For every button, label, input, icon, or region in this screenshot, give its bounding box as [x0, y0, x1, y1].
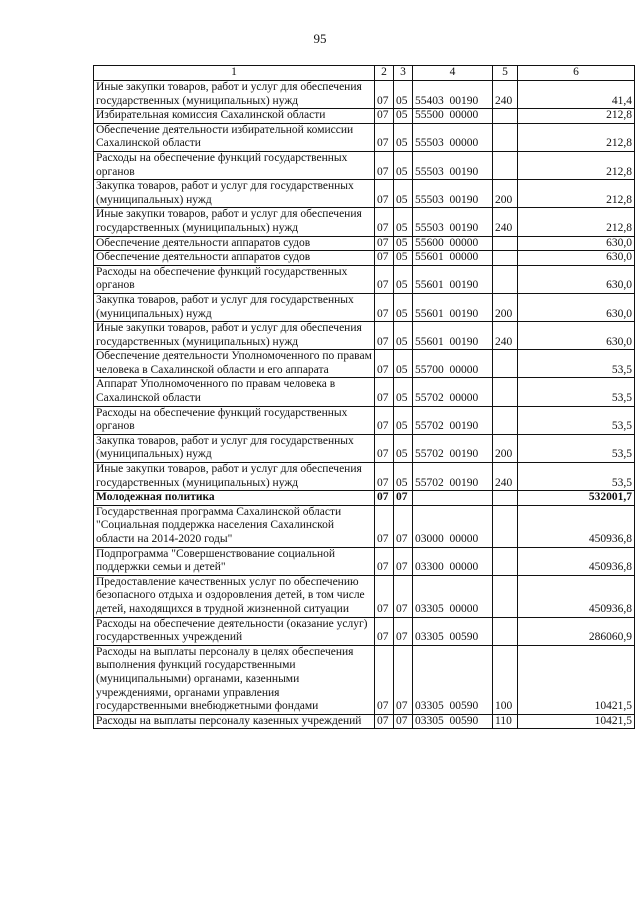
expense-type-code-cell	[493, 251, 518, 266]
row-name-cell: Закупка товаров, работ и услуг для государственных (муниципальных) нужд	[94, 434, 375, 462]
expense-type-code-cell: 200	[493, 293, 518, 321]
budget-table	[93, 65, 635, 729]
section-code-cell: 07	[375, 491, 394, 506]
expense-type-code-cell: 240	[493, 322, 518, 350]
section-code-cell: 07	[375, 575, 394, 617]
section-code-cell: 07	[375, 406, 394, 434]
row-name-cell: Обеспечение деятельности избирательной комиссии Сахалинской области	[94, 123, 375, 151]
expense-type-code-cell	[493, 617, 518, 645]
subsection-code-cell: 05	[394, 208, 413, 236]
target-article-code-cell: 55503 00190	[413, 180, 493, 208]
amount-cell: 450936,8	[518, 547, 635, 575]
amount-cell: 212,8	[518, 109, 635, 124]
section-code-cell: 07	[375, 350, 394, 378]
target-article-code-cell: 55601 00190	[413, 293, 493, 321]
row-name-cell: Закупка товаров, работ и услуг для государственных (муниципальных) нужд	[94, 180, 375, 208]
target-article-code-cell: 03300 00000	[413, 547, 493, 575]
subsection-code-cell: 07	[394, 617, 413, 645]
expense-type-code-cell	[493, 109, 518, 124]
section-code-cell: 07	[375, 293, 394, 321]
subsection-code-cell: 07	[394, 575, 413, 617]
amount-cell: 532001,7	[518, 491, 635, 506]
target-article-code-cell: 03305 00590	[413, 617, 493, 645]
expense-type-code-cell: 240	[493, 463, 518, 491]
section-code-cell: 07	[375, 547, 394, 575]
target-article-code-cell: 55702 00190	[413, 434, 493, 462]
table-row	[94, 81, 635, 109]
section-code-cell: 07	[375, 714, 394, 729]
table-row	[94, 123, 635, 151]
table-row	[94, 645, 635, 714]
row-name-cell: Подпрограмма "Совершенствование социальной поддержки семьи и детей"	[94, 547, 375, 575]
table-row	[94, 293, 635, 321]
section-code-cell: 07	[375, 505, 394, 547]
amount-cell: 630,0	[518, 322, 635, 350]
target-article-code-cell: 55702 00000	[413, 378, 493, 406]
column-header: 5	[493, 66, 518, 81]
column-header: 3	[394, 66, 413, 81]
subsection-code-cell: 07	[394, 645, 413, 714]
column-header: 2	[375, 66, 394, 81]
row-name-cell: Обеспечение деятельности аппаратов судов	[94, 236, 375, 251]
row-name-cell: Обеспечение деятельности аппаратов судов	[94, 251, 375, 266]
expense-type-code-cell: 100	[493, 645, 518, 714]
expense-type-code-cell	[493, 350, 518, 378]
amount-cell: 10421,5	[518, 714, 635, 729]
expense-type-code-cell: 200	[493, 434, 518, 462]
table-row	[94, 265, 635, 293]
row-name-cell: Расходы на выплаты персоналу в целях обеспечения выполнения функций государственными (муниципальными) органами, казенными учреждениями, органами управления государственными внебюджетными фондами	[94, 645, 375, 714]
amount-cell: 630,0	[518, 236, 635, 251]
expense-type-code-cell	[493, 547, 518, 575]
subsection-code-cell: 05	[394, 265, 413, 293]
expense-type-code-cell	[493, 505, 518, 547]
section-code-cell: 07	[375, 251, 394, 266]
target-article-code-cell: 03000 00000	[413, 505, 493, 547]
table-row	[94, 350, 635, 378]
table-row	[94, 180, 635, 208]
target-article-code-cell: 55601 00000	[413, 251, 493, 266]
row-name-cell: Иные закупки товаров, работ и услуг для обеспечения государственных (муниципальных) нужд	[94, 463, 375, 491]
target-article-code-cell: 55601 00190	[413, 265, 493, 293]
row-name-cell: Расходы на обеспечение функций государственных органов	[94, 151, 375, 179]
row-name-cell: Государственная программа Сахалинской области "Социальная поддержка населения Сахалинской области на 2014-2020 годы"	[94, 505, 375, 547]
section-code-cell: 07	[375, 265, 394, 293]
target-article-code-cell: 55500 00000	[413, 109, 493, 124]
subsection-code-cell: 05	[394, 463, 413, 491]
table-row	[94, 547, 635, 575]
table-row	[94, 251, 635, 266]
expense-type-code-cell	[493, 265, 518, 293]
table-row	[94, 491, 635, 506]
subsection-code-cell: 05	[394, 251, 413, 266]
target-article-code-cell: 55503 00190	[413, 208, 493, 236]
amount-cell: 53,5	[518, 434, 635, 462]
target-article-code-cell: 55702 00190	[413, 463, 493, 491]
amount-cell: 450936,8	[518, 575, 635, 617]
section-code-cell: 07	[375, 434, 394, 462]
target-article-code-cell	[413, 491, 493, 506]
section-code-cell: 07	[375, 645, 394, 714]
row-name-cell: Иные закупки товаров, работ и услуг для обеспечения государственных (муниципальных) нужд	[94, 322, 375, 350]
expense-type-code-cell	[493, 491, 518, 506]
amount-cell: 212,8	[518, 123, 635, 151]
subsection-code-cell: 05	[394, 406, 413, 434]
table-row	[94, 322, 635, 350]
amount-cell: 53,5	[518, 378, 635, 406]
row-name-cell: Расходы на выплаты персоналу казенных учреждений	[94, 714, 375, 729]
table-row	[94, 151, 635, 179]
target-article-code-cell: 55503 00190	[413, 151, 493, 179]
subsection-code-cell: 05	[394, 123, 413, 151]
target-article-code-cell: 55702 00190	[413, 406, 493, 434]
section-code-cell: 07	[375, 109, 394, 124]
subsection-code-cell: 05	[394, 293, 413, 321]
section-code-cell: 07	[375, 81, 394, 109]
page-number: 95	[313, 31, 327, 46]
section-code-cell: 07	[375, 208, 394, 236]
table-row	[94, 109, 635, 124]
expense-type-code-cell	[493, 123, 518, 151]
subsection-code-cell: 05	[394, 378, 413, 406]
subsection-code-cell: 05	[394, 322, 413, 350]
subsection-code-cell: 05	[394, 350, 413, 378]
amount-cell: 212,8	[518, 208, 635, 236]
table-row	[94, 378, 635, 406]
subsection-code-cell: 05	[394, 180, 413, 208]
table-row	[94, 463, 635, 491]
row-name-cell: Иные закупки товаров, работ и услуг для обеспечения государственных (муниципальных) нужд	[94, 81, 375, 109]
row-name-cell: Расходы на обеспечение функций государственных органов	[94, 406, 375, 434]
subsection-code-cell: 07	[394, 547, 413, 575]
amount-cell: 212,8	[518, 180, 635, 208]
row-name-cell: Избирательная комиссия Сахалинской области	[94, 109, 375, 124]
table-row	[94, 575, 635, 617]
expense-type-code-cell: 200	[493, 180, 518, 208]
subsection-code-cell: 05	[394, 81, 413, 109]
amount-cell: 41,4	[518, 81, 635, 109]
expense-type-code-cell: 240	[493, 81, 518, 109]
subsection-code-cell: 07	[394, 714, 413, 729]
amount-cell: 10421,5	[518, 645, 635, 714]
row-name-cell: Обеспечение деятельности Уполномоченного по правам человека в Сахалинской области и его аппарата	[94, 350, 375, 378]
table-row	[94, 505, 635, 547]
expense-type-code-cell: 110	[493, 714, 518, 729]
row-name-cell: Расходы на обеспечение функций государственных органов	[94, 265, 375, 293]
row-name-cell: Расходы на обеспечение деятельности (оказание услуг) государственных учреждений	[94, 617, 375, 645]
amount-cell: 53,5	[518, 406, 635, 434]
section-code-cell: 07	[375, 236, 394, 251]
table-row	[94, 236, 635, 251]
row-name-cell: Закупка товаров, работ и услуг для государственных (муниципальных) нужд	[94, 293, 375, 321]
section-code-cell: 07	[375, 463, 394, 491]
subsection-code-cell: 05	[394, 434, 413, 462]
amount-cell: 630,0	[518, 265, 635, 293]
expense-type-code-cell	[493, 406, 518, 434]
amount-cell: 630,0	[518, 251, 635, 266]
subsection-code-cell: 07	[394, 491, 413, 506]
target-article-code-cell: 03305 00590	[413, 714, 493, 729]
subsection-code-cell: 05	[394, 236, 413, 251]
expense-type-code-cell	[493, 575, 518, 617]
section-code-cell: 07	[375, 322, 394, 350]
target-article-code-cell: 03305 00000	[413, 575, 493, 617]
table-row	[94, 617, 635, 645]
row-name-cell: Предоставление качественных услуг по обеспечению безопасного отдыха и оздоровления детей, в том числе детей, находящихся в трудной жизненной ситуации	[94, 575, 375, 617]
subsection-code-cell: 05	[394, 151, 413, 179]
amount-cell: 286060,9	[518, 617, 635, 645]
target-article-code-cell: 55601 00190	[413, 322, 493, 350]
amount-cell: 630,0	[518, 293, 635, 321]
section-code-cell: 07	[375, 180, 394, 208]
section-code-cell: 07	[375, 617, 394, 645]
expense-type-code-cell	[493, 151, 518, 179]
section-code-cell: 07	[375, 123, 394, 151]
amount-cell: 53,5	[518, 463, 635, 491]
expense-type-code-cell	[493, 236, 518, 251]
target-article-code-cell: 03305 00590	[413, 645, 493, 714]
row-name-cell: Молодежная политика	[94, 491, 375, 506]
expense-type-code-cell	[493, 378, 518, 406]
column-header: 4	[413, 66, 493, 81]
subsection-code-cell: 05	[394, 109, 413, 124]
amount-cell: 450936,8	[518, 505, 635, 547]
table-row	[94, 434, 635, 462]
target-article-code-cell: 55600 00000	[413, 236, 493, 251]
table-header-row	[94, 66, 635, 81]
row-name-cell: Аппарат Уполномоченного по правам человека в Сахалинской области	[94, 378, 375, 406]
expense-type-code-cell: 240	[493, 208, 518, 236]
table-row	[94, 714, 635, 729]
amount-cell: 53,5	[518, 350, 635, 378]
section-code-cell: 07	[375, 151, 394, 179]
amount-cell: 212,8	[518, 151, 635, 179]
row-name-cell: Иные закупки товаров, работ и услуг для обеспечения государственных (муниципальных) нужд	[94, 208, 375, 236]
table-row	[94, 406, 635, 434]
column-header: 6	[518, 66, 635, 81]
target-article-code-cell: 55503 00000	[413, 123, 493, 151]
target-article-code-cell: 55403 00190	[413, 81, 493, 109]
section-code-cell: 07	[375, 378, 394, 406]
target-article-code-cell: 55700 00000	[413, 350, 493, 378]
subsection-code-cell: 07	[394, 505, 413, 547]
column-header: 1	[94, 66, 375, 81]
table-row	[94, 208, 635, 236]
